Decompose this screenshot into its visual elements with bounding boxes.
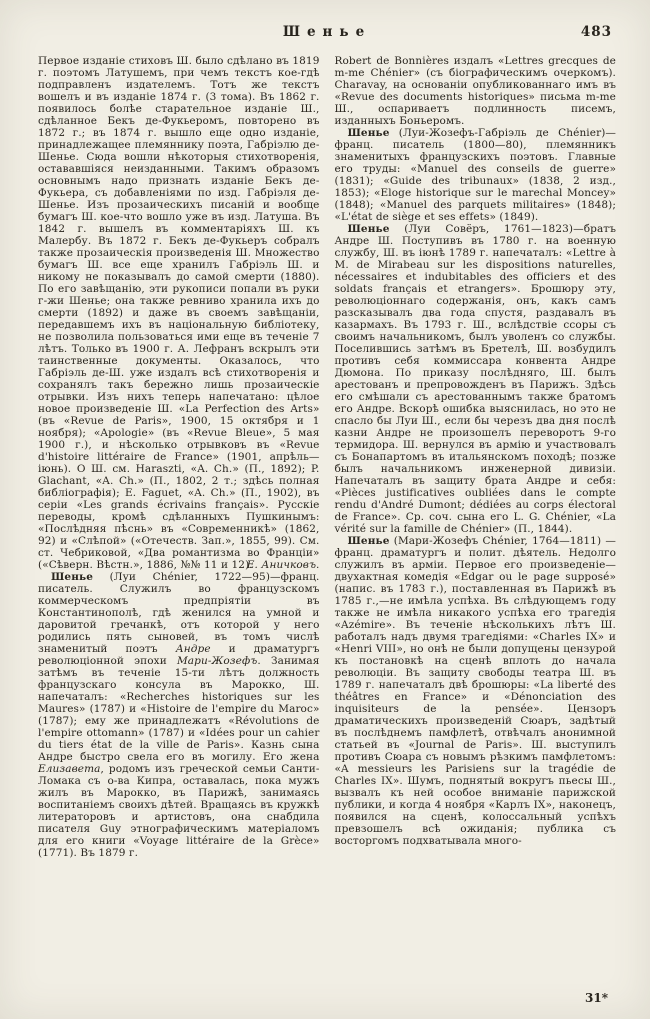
entry-headword: Шенье	[347, 127, 390, 139]
entry-louis-chenier	[38, 571, 320, 859]
italic-name: Елизавета	[38, 763, 101, 775]
text-run: Первое изданіе стиховъ Ш. было сдѣлано въ 1819 г. поэтомъ Латушемъ, при чемъ текстъ кое-гдѣ подправленъ издателемъ. Тотъ же текстъ вошелъ и въ изданіе 1874 г. (3 тома). Въ 1862 г. появилось болѣе старательное изданіе Ш., сдѣланное Бекъ де-Фукьеромъ, повторено въ 1872 г.; въ 1874 г. вышло еще одно изданіе, принадлежащее племяннику поэта, Габріэлю де-Шенье. Сюда вошли нѣкоторыя стихотворенія, остававшіяся неизданными. Такимъ образомъ основнымъ надо признать изданіе Бекъ де-Фукьера, съ добавленіями по изд. Габріэля де-Шенье. Изъ прозаическихъ писаній и вообще бумагъ Ш. кое-что вошло уже въ изд. Латуша. Въ 1842 г. вышелъ въ комментаріяхъ Ш. къ Малербу. Въ 1872 г. Бекъ де-Фукьеръ собралъ также прозаическія произведенія Ш. Множество бумагъ Ш. все еще хранилъ Габріэль Ш. и никому не показывалъ до самой смерти (1880). По его завѣщанію, эти рукописи попали въ руки г-жи Шенье; она также ревниво хранила ихъ до смерти (1892) и даже въ своемъ завѣщаніи, передавшемъ ихъ въ національную библіотеку, не позволила пользоваться ими еще въ теченіе 7 лѣтъ. Только въ 1900 г. А. Лефранъ вскрылъ эти таинственные документы. Оказалось, что Габріэль де-Ш. уже издалъ всѣ стихотворенія и сохранялъ такъ бережно лишь прозаическіе отрывки. Изъ нихъ теперь напечатано: цѣлое новое произведеніе Ш. «La Perfection des Arts» (въ «Revue de Paris», 1900, 15 октября и 1 ноября); «Apologie» (въ «Revue Bleue», 5 мая 1900 г.), и нѣсколько отрывковъ въ «Revue d'histoire littéraire de France» (1901, апрѣль—іюнь). О Ш. см. Haraszti, «A. Ch.» (П., 1892); P. Glachant, «A. Ch.» (П., 1802, 2 т.; здѣсь полная библіографія); E. Faguet, «A. Ch.» (П., 1902), въ серіи «Les grands écrivains français». Русскіе переводы, кромѣ сдѣланныхъ Пушкинымъ: «Послѣдняя пѣснь» въ «Современникѣ» (1862, 92) и «Слѣпой» («Отечеств. Зап.», 1855, 99). См. ст. Чебриковой, «Два романтизма во Франціи» («Сѣверн. Вѣстн.», 1886, №№ 11 и 12).	[38, 55, 320, 571]
entry-headword: Шенье	[347, 223, 390, 235]
text-run: и драматургъ революціонной эпохи	[38, 643, 320, 667]
entry-louis-joseph-gabriel-chenier	[335, 127, 617, 223]
text-run: (Луи Совёръ, 1761—1823)—братъ Андре Ш. Поступивъ въ 1780 г. на военную службу, Ш. въ іюнѣ 1789 г. напечаталъ: «Lettre à M. de Mirabeau sur les dispositions naturelles, nécessaires et indubitables des officiers et des soldats français et etrangers». Брошюру эту, революціоннаго содержанія, онъ, какъ самъ разсказывалъ два года спустя, раздавалъ въ казармахъ. Въ 1793 г. Ш., вслѣдствіе ссоры съ своимъ начальникомъ, былъ уволенъ со службы. Поселившись затѣмъ въ Бретелѣ, Ш. возбудилъ противъ себя коммиссара конвента Андре Дюмона. По приказу послѣдняго, Ш. былъ арестованъ и препровожденъ въ Парижъ. Здѣсь его смѣшали съ арестованнымъ также братомъ его Андре. Вскорѣ ошибка выяснилась, но это не спасло бы Луи Ш., если бы черезъ два дня послѣ казни Андре не произошелъ переворотъ 9-го термидора. Ш. вернулся въ армію и участвовалъ съ Бонапартомъ въ итальянскомъ походѣ; позже былъ начальникомъ инженерной дивизіи. Напечаталъ въ защиту брата Андре и себя: «Pièces justificatives oubliées dans le compte rendu d'André Dumont; dédiées au corps électoral de France». Ср. соч. сына его L. G. Chénier, «La vérité sur la famille de Chénier» (П., 1844).	[334, 223, 616, 535]
entry-headword: Шенье	[51, 571, 93, 583]
italic-name: Андре	[175, 643, 211, 655]
running-head-title: Шенье	[282, 24, 372, 40]
text-run: (Луи Chénier, 1722—95)—франц. писатель. Служилъ во французскомъ коммерческомъ предпріятіи въ Константинополѣ, гдѣ женился на умной и даровитой гречанкѣ, отъ которой у него родились пять сыновей, въ томъ числѣ знаменитый поэтъ	[38, 571, 320, 655]
text-run: Robert de Bonnières издалъ «Lettres grecques de m-me Chénier» (съ біографическимъ очеркомъ). Charavay, на основаніи опубликованнаго имъ въ «Revue des documents historiques» письма m-me Ш., оспариваетъ подлинность писемъ, изданныхъ Боньеромъ.	[334, 55, 616, 127]
italic-name: Мари-Жозефъ	[176, 655, 258, 667]
printers-signature-mark: 31*	[585, 991, 608, 1005]
page-number: 483	[580, 24, 612, 40]
text-run: . Занимая затѣмъ въ теченіе 15-ти лѣтъ должность французскаго консула въ Марокко, Ш. напечаталъ: «Recherches historiques sur les Maures» (1787) и «Histoire de l'empire du Maroc» (1787); ему же принадлежатъ «Révolutions de l'empire ottomann» (1787) и «Idées pour un cahier du tiers état de la ville de Paris». Казнь сына Андре быстро свела его въ могилу. Его жена	[38, 655, 320, 763]
author-signature: Е. Аничковъ.	[246, 559, 320, 571]
entry-headword: Шенье	[347, 535, 390, 547]
text-run: (Луи-Жозефъ-Габріэль де Chénier)—франц. писатель (1800—80), племянникъ знаменитыхъ французскихъ поэтовъ. Главные его труды: «Manuel des conseils de guerre» (1831); «Guide des tribunaux» (1838, 2 изд., 1853); «Eloge historique sur le marechal Moncey» (1848); «Manuel des parquets militaires» (1848); «L'état de siège et ses effets» (1849).	[334, 127, 616, 223]
entry-louis-sauveur-chenier	[335, 223, 617, 535]
entry-louis-chenier-continuation	[335, 55, 617, 127]
entry-marie-joseph-chenier	[335, 535, 617, 847]
text-columns	[38, 55, 616, 859]
text-run: , родомъ изъ греческой семьи Санти-Ломака съ о-ва Кипра, оставалась, пока мужъ жилъ въ Марокко, въ Парижѣ, занимаясь воспитаніемъ своихъ дѣтей. Вращаясь въ кружкѣ литераторовъ и артистовъ, она снабдила писателя Guy этнографическимъ матеріаломъ для его книги «Voyage littéraire de la Grèce» (1771). Въ 1879 г.	[38, 763, 320, 859]
left-column	[38, 55, 320, 859]
entry-andre-chenier-continuation	[38, 55, 320, 571]
text-run: (Мари-Жозефъ Chénier, 1764—1811) — франц. драматургъ и полит. дѣятель. Недолго служилъ въ арміи. Первое его произведеніе—двухактная комедія «Edgar ou le page supposé» (напис. въ 1783 г.), поставленная въ Парижѣ въ 1785 г.,—не имѣла успѣха. Въ слѣдующемъ году также не имѣла никакого успѣха его трагедія «Azémire». Въ теченіе нѣсколькихъ лѣтъ Ш. работалъ надъ двумя трагедіями: «Charles IX» и «Henri VIII», но онѣ не были допущены цензурой къ постановкѣ на сценѣ вплоть до начала революціи. Въ защиту свободы театра Ш. въ 1789 г. напечаталъ двѣ брошюры: «La liberté des théâtres en France» и «Dénonciation des inquisiteurs de la pensée». Цензоръ драматическихъ произведеній Сюаръ, задѣтый въ послѣднемъ памфлетѣ, отвѣчалъ анонимной статьей въ «Journal de Paris». Ш. выступилъ противъ Сюара съ новымъ рѣзкимъ памфлетомъ: «A messieurs les Parisiens sur la tragédie de Charles IX». Шумъ, поднятый вокругъ пьесы Ш., вызвалъ къ ней особое вниманіе парижской публики, и когда 4 ноября «Карлъ IX», наконецъ, появился на сценѣ, колоссальный успѣхъ превзошелъ всѣ ожиданія; публика съ восторгомъ подхватывала много-	[334, 535, 616, 847]
running-header	[38, 24, 616, 40]
right-column	[335, 55, 617, 859]
